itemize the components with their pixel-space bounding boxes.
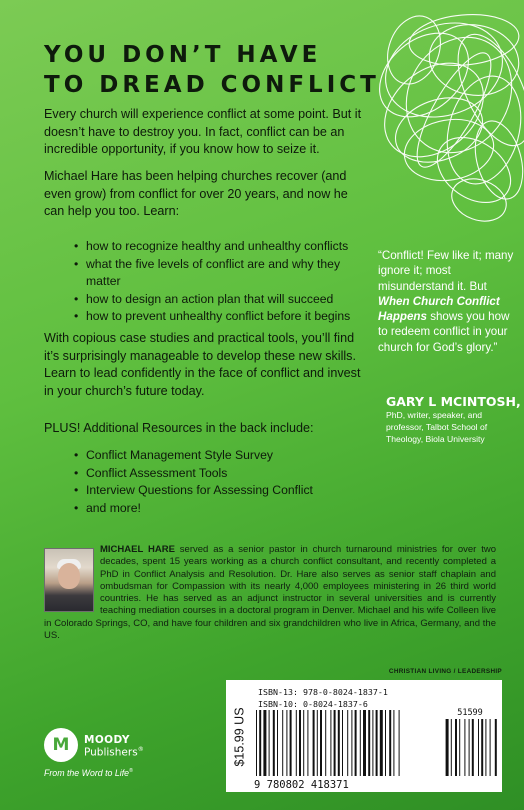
headline-line-1: YOU DON’T HAVE	[44, 42, 322, 68]
barcode-bar	[351, 710, 352, 776]
quote-text-1: “Conflict! Few like it; many ignore it; most misunderstand it. But	[378, 249, 514, 293]
addon-bar	[472, 719, 474, 776]
barcode-bar	[277, 710, 278, 776]
barcode-bar	[286, 710, 287, 776]
author-paragraph: Michael Hare has been helping churches recover (and even grow) from conflict for over 20 years, and now he can help you too. Learn:	[44, 169, 348, 218]
list-item: • how to design an action plan that will succeed	[74, 291, 374, 309]
barcode-bar	[376, 710, 378, 776]
price	[226, 692, 254, 782]
barcode-bar	[273, 710, 275, 776]
barcode-bar	[338, 710, 340, 776]
addon-bar	[485, 719, 486, 776]
publisher-subname	[84, 746, 144, 759]
barcode-bar	[320, 710, 322, 776]
barcode-bar	[342, 710, 343, 776]
list-item: • what the five levels of conflict are and why they matter	[74, 256, 374, 291]
barcode-bar	[385, 710, 386, 776]
barcode-digits: 9 780802 418371	[254, 779, 349, 790]
barcode-bars	[256, 710, 400, 776]
list-item: • Conflict Assessment Tools	[74, 465, 374, 483]
isbn-13: ISBN-13: 978-0-8024-1837-1	[258, 687, 388, 697]
endorsement-quote	[378, 248, 518, 355]
barcode-bar	[380, 710, 383, 776]
endorser-credentials: PhD, writer, speaker, and professor, Talbot School of Theology, Biola University	[386, 410, 488, 444]
barcode-bar	[372, 710, 373, 776]
barcode-bar	[299, 710, 301, 776]
barcode-bar	[334, 710, 336, 776]
resources-list	[74, 447, 374, 517]
barcode-bar	[360, 710, 361, 776]
barcode-bar	[256, 710, 257, 776]
addon-bar	[495, 719, 497, 776]
addon-bar	[490, 719, 491, 776]
barcode-bar	[269, 710, 270, 776]
barcode-bar	[307, 710, 308, 776]
barcode-bar	[263, 710, 266, 776]
barcode-bar	[355, 710, 357, 776]
addon-bar	[469, 719, 470, 776]
barcode-bar	[363, 710, 366, 776]
barcode-bar	[325, 710, 326, 776]
price-text: $15.99 US	[233, 707, 248, 767]
addon-bar	[459, 719, 460, 776]
registered-mark: ®	[137, 746, 144, 753]
category-label: CHRISTIAN LIVING / LEADERSHIP	[388, 668, 502, 675]
endorser-name: GARY L MCINTOSH,	[386, 394, 521, 409]
barcode-bar	[389, 710, 391, 776]
resources-heading: PLUS! Additional Resources in the back include:	[44, 421, 314, 435]
barcode-bar	[290, 710, 292, 776]
publisher-tagline	[44, 768, 133, 778]
isbn-10: ISBN-10: 0-8024-1837-6	[258, 699, 368, 709]
list-item: • Conflict Management Style Survey	[74, 447, 374, 465]
logo-letter: M	[52, 735, 70, 755]
bio-text: served as a senior pastor in church turnaround ministries for over two decades, spent 15 years working as a church conflict consultant, and recently completed a PhD in Conflict Analysis and Resolution. Dr. Hare also serves as senior staff chaplain and ombudsman for Compassion with its nearly 4,000 employees ministering in 26 third world countries. He has served as an adjunct instructor in several universities and is currently teaching mediation courses in a doctoral program in Denver. Michael and his wife Colleen live in Colorado Springs, CO, and have four children and six grandchildren who live in Africa, Germany, and the US.	[44, 544, 496, 642]
publisher-name: MOODY	[84, 734, 130, 746]
addon-bar	[464, 719, 465, 776]
quote-text-2: shows you how to redeem conflict in your church for God’s glory.”	[378, 310, 510, 354]
addon-bar	[481, 719, 483, 776]
headline-line-2: TO DREAD CONFLICT	[44, 72, 380, 98]
addon-code: 51599	[457, 708, 483, 718]
author-bio	[44, 544, 496, 642]
barcode-bar	[259, 710, 261, 776]
addon-bar	[478, 719, 479, 776]
addon-bar	[451, 719, 452, 776]
registered-mark: ®	[129, 768, 133, 775]
addon-bar	[446, 719, 449, 776]
list-item: • how to recognize healthy and unhealthy conflicts	[74, 238, 374, 256]
barcode-bar	[296, 710, 297, 776]
summary-paragraph: With copious case studies and practical tools, you’ll find it’s surprisingly manageable to develop these new skills. Learn to lead confidently in the face of conflict and invest in your church’s future today.	[44, 331, 361, 398]
learn-list	[74, 238, 374, 326]
barcode	[252, 708, 502, 790]
addon-bar	[455, 719, 457, 776]
list-item: • how to prevent unhealthy conflict before it begins	[74, 308, 374, 326]
barcode-bar	[282, 710, 283, 776]
barcode-bar	[393, 710, 394, 776]
barcode-bar	[303, 710, 304, 776]
barcode-bar	[313, 710, 315, 776]
publisher-subname-text: Publishers	[84, 746, 138, 759]
list-item: • and more!	[74, 500, 374, 518]
headline	[44, 40, 380, 100]
moody-logo-icon	[44, 728, 78, 762]
barcode-bar	[347, 710, 348, 776]
quote-book-title: When Church Conflict Happens	[378, 294, 500, 324]
barcode-bar	[368, 710, 370, 776]
author-name: MICHAEL HARE	[100, 544, 175, 555]
barcode-bar	[330, 710, 331, 776]
barcode-bar	[317, 710, 318, 776]
intro-paragraph: Every church will experience conflict at some point. But it doesn’t have to destroy you. In fact, conflict can be an incredible opportunity, if you know how to seize it.	[44, 107, 362, 156]
addon-bars	[446, 719, 497, 776]
tagline-text: From the Word to Life	[44, 768, 130, 778]
list-item: • Interview Questions for Assessing Conflict	[74, 482, 374, 500]
barcode-bar	[399, 710, 400, 776]
